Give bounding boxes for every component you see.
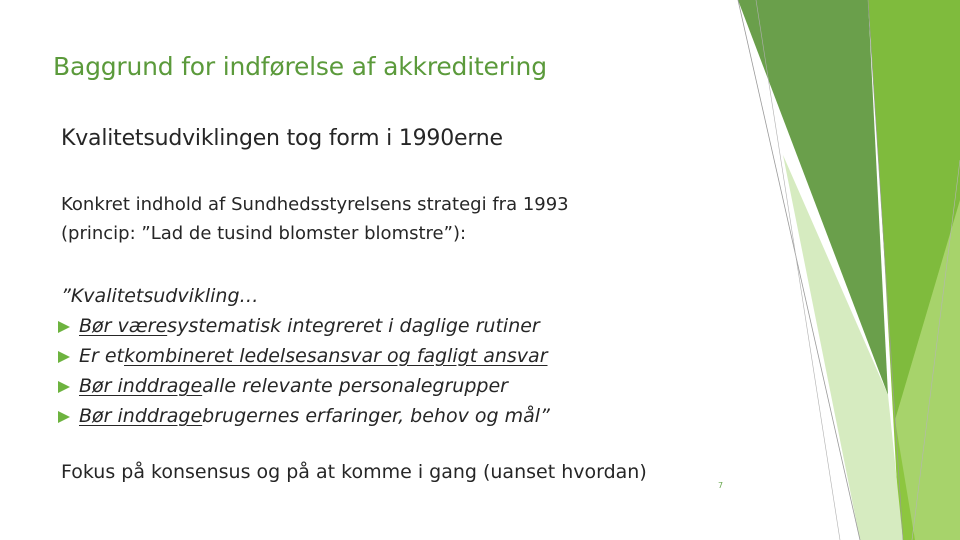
quote-intro: ”Kvalitetsudvikling… <box>61 285 259 307</box>
bullet-lead: Er et <box>79 345 124 367</box>
bullet-rest: systematisk integreret i daglige rutiner <box>167 315 540 337</box>
guide-line-1 <box>738 0 860 540</box>
slide-title: Baggrund for indførelse af akkreditering <box>53 52 547 81</box>
bullet-underlined: kombineret ledelsesansvar og fagligt ansvar <box>124 345 548 367</box>
strategy-paragraph <box>61 190 569 248</box>
facet-dark-right <box>890 0 960 540</box>
quote-block <box>61 281 550 431</box>
triangle-bullet-icon <box>57 371 79 401</box>
guide-line-3 <box>868 0 903 540</box>
triangle-bullet-icon <box>57 311 79 341</box>
paragraph-line-1: Konkret indhold af Sundhedsstyrelsens strategi fra 1993 <box>61 194 569 215</box>
paragraph-line-2: (princip: ”Lad de tusind blomster blomstre”): <box>61 223 467 244</box>
focus-line: Fokus på konsensus og på at komme i gang (uanset hvordan) <box>61 461 647 483</box>
bullet-item <box>61 311 550 341</box>
facet-bright-green <box>870 0 960 540</box>
bullet-item <box>61 401 550 431</box>
bullet-item <box>61 371 550 401</box>
facet-mid-green <box>738 0 888 395</box>
triangle-bullet-icon <box>57 341 79 371</box>
triangle-bullet-icon <box>57 401 79 431</box>
page-number: 7 <box>718 481 724 490</box>
bullet-item <box>61 341 550 371</box>
bullet-underlined: Bør inddrage <box>79 405 203 427</box>
bullet-rest: brugernes erfaringer, behov og mål” <box>202 405 550 427</box>
bullet-underlined: Bør inddrage <box>79 375 203 397</box>
facet-light-green <box>895 200 960 540</box>
slide-subtitle: Kvalitetsudviklingen tog form i 1990erne <box>61 126 503 151</box>
bullet-underlined: Bør være <box>79 315 168 337</box>
facet-pale-green <box>783 155 903 540</box>
facet-upper-green <box>868 0 960 420</box>
guide-line-2 <box>756 0 840 540</box>
guide-line-4 <box>912 160 960 540</box>
bullet-rest: alle relevante personalegrupper <box>202 375 508 397</box>
